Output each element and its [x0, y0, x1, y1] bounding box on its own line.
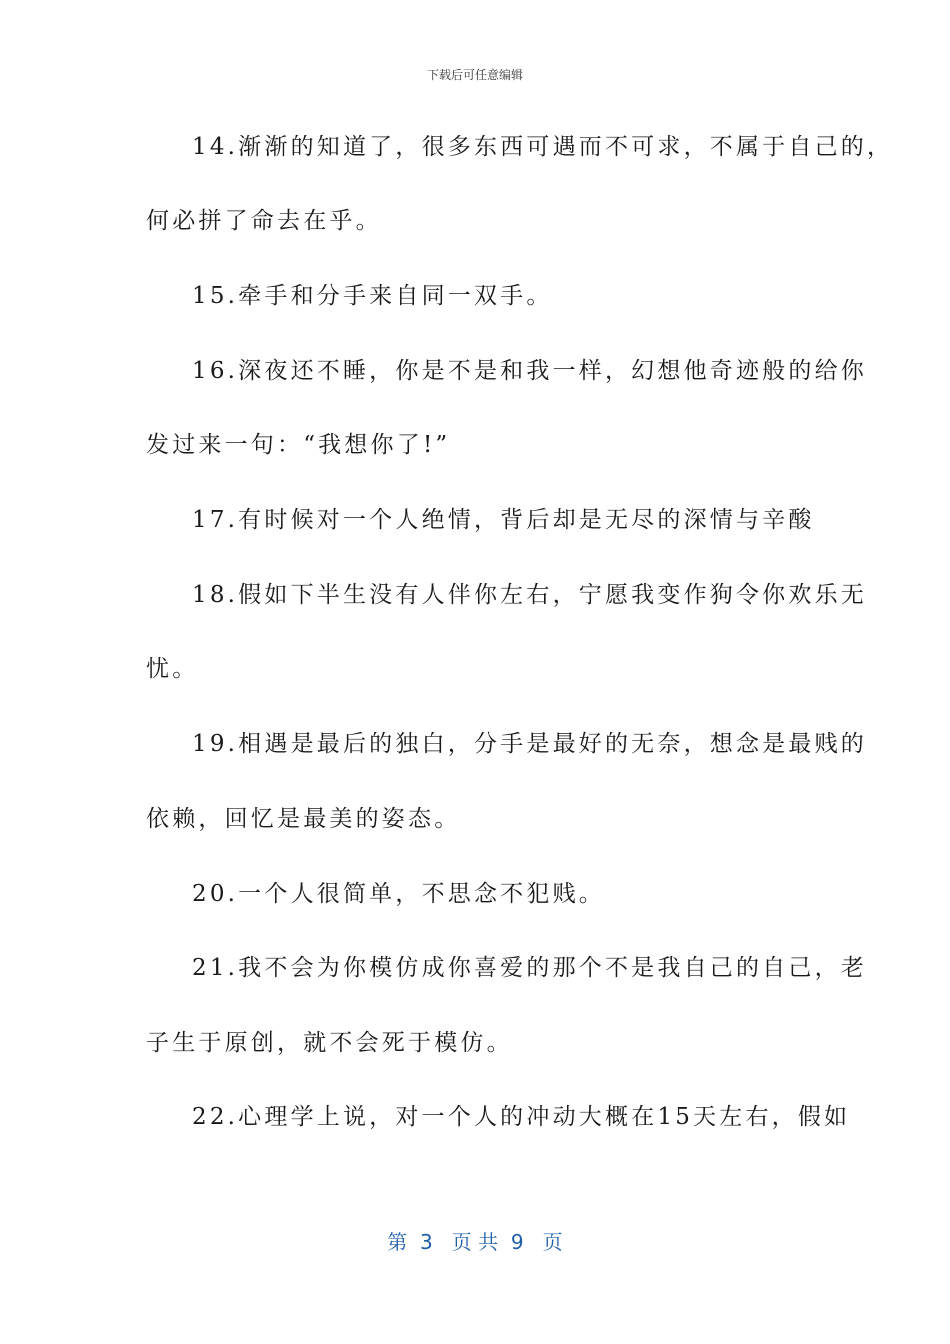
paragraph-16-line-2: 发过来一句：“我想你了!”: [146, 432, 451, 458]
paragraph-14-line-2: 何必拼了命去在乎。: [146, 208, 382, 234]
paragraph-14-line-1: 14.渐渐的知道了，很多东西可遇而不可求，不属于自己的，: [192, 134, 894, 160]
paragraph-16-line-1: 16.深夜还不睡，你是不是和我一样，幻想他奇迹般的给你: [192, 358, 867, 384]
paragraph-21-line-1: 21.我不会为你模仿成你喜爱的那个不是我自己的自己，老: [192, 955, 867, 981]
paragraph-15-line-1: 15.牵手和分手来自同一双手。: [192, 283, 553, 309]
paragraph-19-line-1: 19.相遇是最后的独白，分手是最好的无奈，想念是最贱的: [192, 731, 867, 757]
paragraph-21-line-2: 子生于原创，就不会死于模仿。: [146, 1030, 513, 1056]
paragraph-18-line-1: 18.假如下半生没有人伴你左右，宁愿我变作狗令你欢乐无: [192, 582, 867, 608]
page-header-note: 下载后可任意编辑: [426, 68, 523, 82]
paragraph-22-line-1: 22.心理学上说，对一个人的冲动大概在15天左右，假如: [192, 1104, 851, 1130]
paragraph-19-line-2: 依赖，回忆是最美的姿态。: [146, 806, 461, 832]
paragraph-20-line-1: 20.一个人很简单，不思念不犯贱。: [192, 881, 605, 907]
page-number-footer: 第 3 页 共 9 页: [387, 1230, 563, 1254]
paragraph-17-line-1: 17.有时候对一个人绝情，背后却是无尽的深情与辛酸: [192, 507, 815, 533]
paragraph-18-line-2: 忧。: [146, 656, 199, 682]
